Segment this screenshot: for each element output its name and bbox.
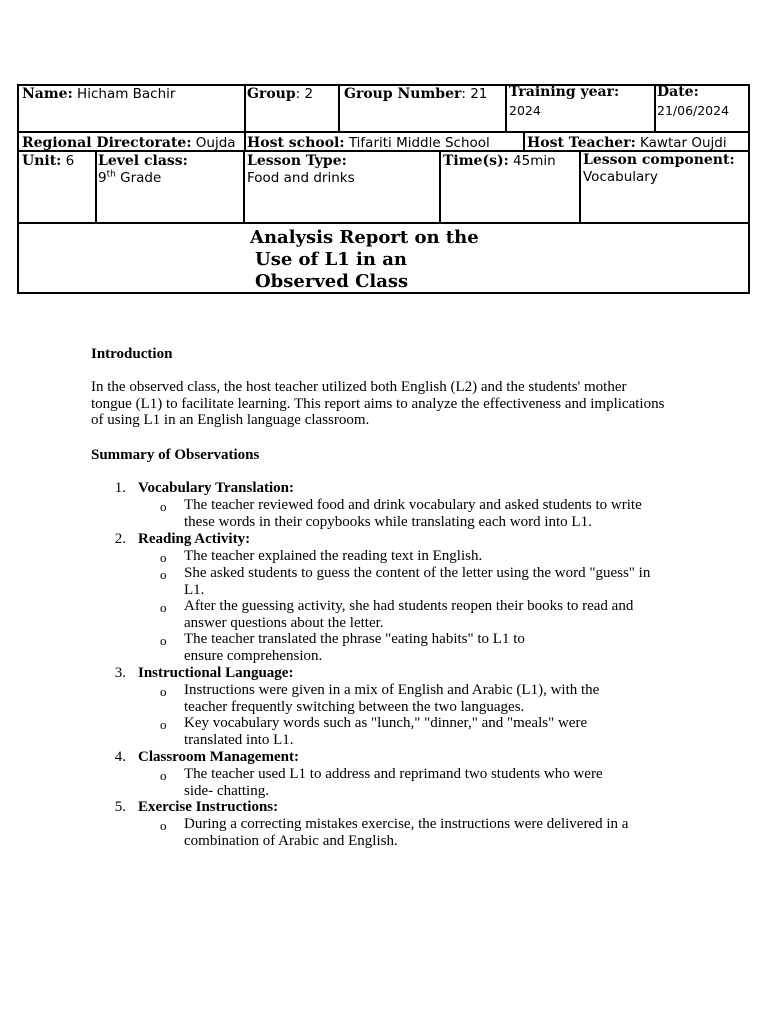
- group-number-label: Group Number: [344, 86, 462, 102]
- bullet-icon: o: [160, 567, 167, 582]
- list-item-title: Exercise Instructions:: [138, 799, 279, 815]
- bullet-icon: o: [160, 768, 167, 783]
- bullet-text: The teacher used L1 to address and reprimand two students who were side- chatting.: [184, 766, 603, 799]
- list-item-title: Reading Activity:: [138, 531, 251, 547]
- lesson-component-label: Lesson component:: [583, 152, 735, 168]
- date-label: Date:: [657, 84, 699, 100]
- list-item-title: Classroom Management:: [138, 749, 299, 765]
- list-item-title: Vocabulary Translation:: [138, 480, 294, 496]
- level-class-label: Level class:: [98, 153, 188, 169]
- report-title-line-3: Observed Class: [255, 271, 409, 292]
- date-value: 21/06/2024: [657, 103, 730, 118]
- level-grade-text: Grade: [115, 170, 162, 186]
- list-item-number: 5.: [114, 799, 126, 815]
- regional-directorate-value: Oujda: [191, 135, 236, 151]
- bullet-text: The teacher reviewed food and drink vocabulary and asked students to write these words in their copybooks while translating each word into L1.: [184, 497, 642, 530]
- group-number-cell: [344, 86, 487, 103]
- bullet-icon: o: [160, 684, 167, 699]
- host-teacher-value: Kawtar Oujdi: [635, 135, 727, 151]
- unit-label: Unit:: [22, 153, 62, 169]
- group-label: Group: [247, 86, 296, 102]
- level-class-value: [98, 170, 188, 187]
- level-class-cell: [98, 153, 188, 187]
- bullet-text: Instructions were given in a mix of English and Arabic (L1), with the teacher frequently switching between the two languages.: [184, 682, 600, 715]
- name-value: Hicham Bachir: [72, 86, 176, 102]
- lesson-type-value: Food and drinks: [247, 170, 355, 186]
- time-value: 45min: [508, 153, 556, 169]
- introduction-paragraph: In the observed class, the host teacher utilized both English (L2) and the students' mother tongue (L1) to facilitate learning. This report aims to analyze the effectiveness and implications of using L1 in an English language classroom.: [91, 379, 665, 429]
- bullet-text: The teacher translated the phrase "eating habits" to L1 to ensure comprehension.: [184, 631, 525, 664]
- lesson-type-cell: [247, 153, 355, 187]
- list-item-number: 1.: [114, 480, 126, 496]
- training-year-label: Training year:: [509, 84, 620, 100]
- bullet-text: After the guessing activity, she had students reopen their books to read and answer questions about the letter.: [184, 598, 634, 631]
- group-cell: [247, 86, 313, 103]
- lesson-type-label: Lesson Type:: [247, 153, 347, 169]
- lesson-component-value: Vocabulary: [583, 169, 658, 185]
- host-school-value: Tifariti Middle School: [344, 135, 490, 151]
- level-number: 9: [98, 170, 107, 186]
- bullet-text: She asked students to guess the content of the letter using the word "guess" in L1.: [184, 565, 651, 598]
- report-title-line-1: Analysis Report on the: [250, 227, 479, 248]
- unit-cell: [22, 153, 74, 170]
- time-label: Time(s):: [443, 153, 509, 169]
- bullet-icon: o: [160, 600, 167, 615]
- bullet-icon: o: [160, 550, 167, 565]
- name-label: Name:: [22, 86, 73, 102]
- bullet-icon: o: [160, 717, 167, 732]
- group-number-value: : 21: [461, 86, 488, 102]
- lesson-component-cell: [583, 152, 735, 186]
- bullet-text: Key vocabulary words such as "lunch," "dinner," and "meals" were translated into L1.: [184, 715, 588, 748]
- name-cell: [22, 86, 175, 103]
- date-cell: [657, 84, 729, 119]
- introduction-heading: Introduction: [91, 346, 173, 362]
- host-school-label: Host school:: [247, 135, 345, 151]
- summary-heading: Summary of Observations: [91, 447, 260, 463]
- group-value: : 2: [295, 86, 314, 102]
- report-title-line-2: Use of L1 in an: [255, 249, 407, 270]
- unit-value: 6: [61, 153, 75, 169]
- bullet-text: During a correcting mistakes exercise, the instructions were delivered in a combination of Arabic and English.: [184, 816, 629, 849]
- host-teacher-label: Host Teacher:: [527, 135, 636, 151]
- bullet-icon: o: [160, 818, 167, 833]
- list-item-number: 3.: [114, 665, 126, 681]
- list-item-title: Instructional Language:: [138, 665, 294, 681]
- time-cell: [443, 153, 556, 170]
- training-year-value: 2024: [509, 103, 541, 118]
- list-item-number: 4.: [114, 749, 126, 765]
- host-teacher-cell: [527, 135, 727, 152]
- level-suffix: th: [106, 169, 116, 180]
- bullet-text: The teacher explained the reading text in English.: [184, 548, 483, 564]
- regional-directorate-cell: [22, 135, 236, 152]
- training-year-cell: [509, 84, 619, 119]
- bullet-icon: o: [160, 633, 167, 648]
- list-item-number: 2.: [114, 531, 126, 547]
- regional-directorate-label: Regional Directorate:: [22, 135, 192, 151]
- bullet-icon: o: [160, 499, 167, 514]
- host-school-cell: [247, 135, 490, 152]
